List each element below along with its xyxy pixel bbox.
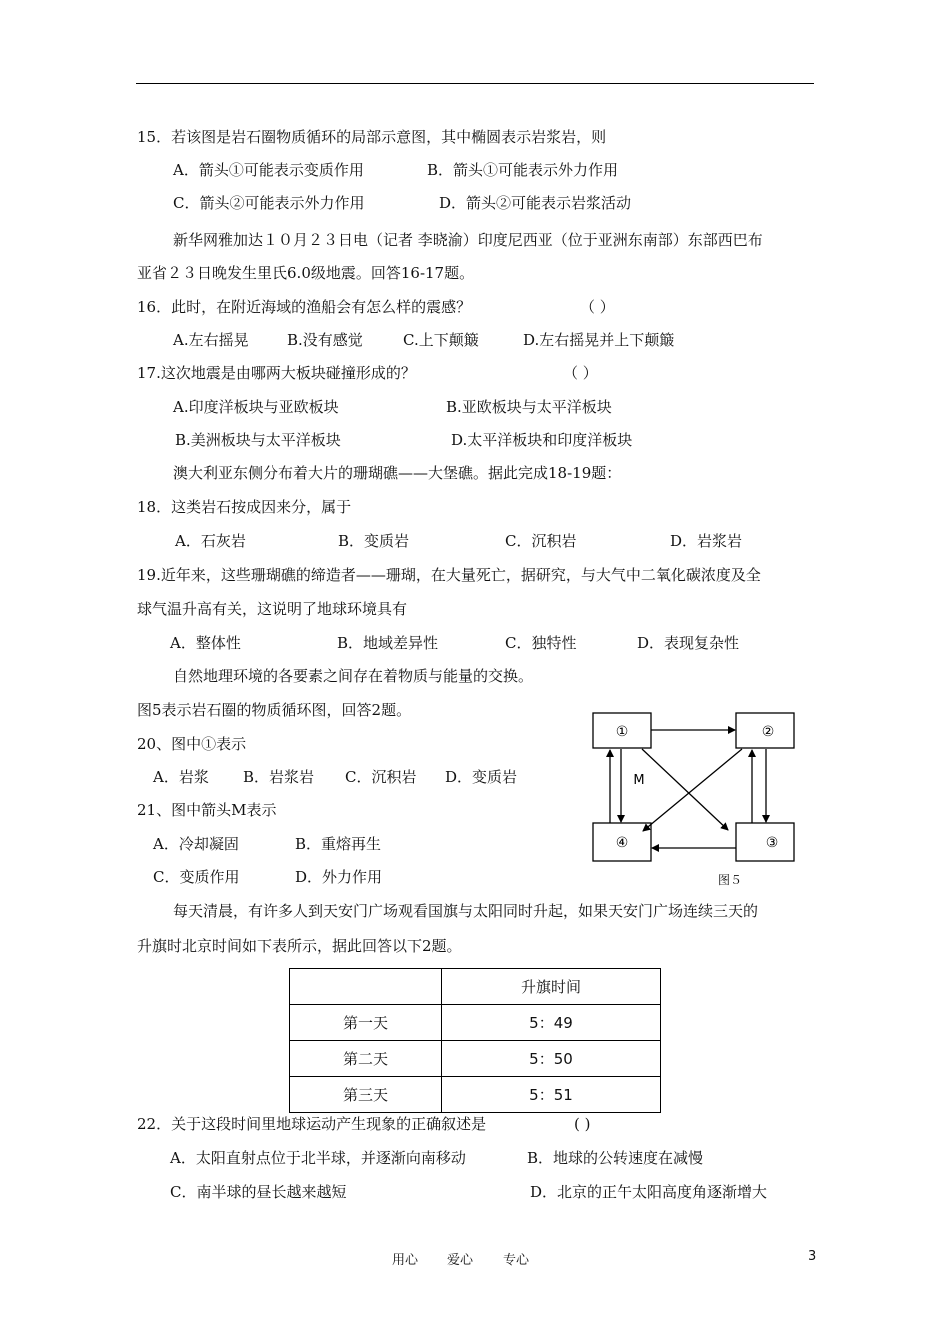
arrow-2-to-4: [643, 749, 742, 831]
q19-option-b: B．地域差异性: [337, 634, 439, 652]
q20-option-b: B．岩浆岩: [243, 768, 315, 786]
q19-stem-line-2: 球气温升高有关，这说明了地球环境具有: [137, 600, 408, 618]
flag-raising-table: [289, 968, 661, 1113]
table-cell-time: 5：49: [442, 1005, 661, 1041]
box-4-label: ④: [615, 835, 629, 851]
q20-option-c: C．沉积岩: [345, 768, 417, 786]
q16-option-b: B.没有感觉: [287, 331, 363, 349]
footer-motto-3: 专心: [503, 1253, 530, 1268]
q16-option-c: C.上下颠簸: [403, 331, 479, 349]
table-header-cell: 升旗时间: [442, 969, 661, 1005]
q17-answer-paren: （ ）: [563, 364, 598, 382]
q22-option-a: A．太阳直射点位于北半球，并逐渐向南移动: [170, 1149, 466, 1167]
arrow-m-label: M: [633, 773, 645, 788]
q21-option-c: C．变质作用: [153, 868, 240, 886]
q21-option-d: D．外力作用: [295, 868, 383, 886]
q16-option-d: D.左右摇晃并上下颠簸: [523, 331, 675, 349]
news-line-1: 新华网雅加达１０月２３日电（记者 李晓渝）印度尼西亚（位于亚洲东南部）东部西巴布: [173, 231, 763, 249]
q22-option-d: D．北京的正午太阳高度角逐渐增大: [530, 1183, 768, 1201]
arrow-1-to-3: [642, 749, 728, 830]
q18-option-a: A．石灰岩: [175, 532, 246, 550]
q20-stem: 20、图中①表示: [137, 735, 247, 753]
q18-option-d: D．岩浆岩: [670, 532, 743, 550]
env-intro: 自然地理环境的各要素之间存在着物质与能量的交换。: [173, 667, 534, 685]
box-3-label: ③: [765, 835, 779, 851]
box-1-label: ①: [615, 724, 629, 740]
fig5-intro: 图5表示岩石圈的物质循环图，回答2题。: [137, 701, 412, 719]
q20-option-d: D．变质岩: [445, 768, 518, 786]
footer-motto-1: 用心: [392, 1253, 419, 1268]
q16-stem: 16．此时，在附近海域的渔船会有怎么样的震感？: [137, 298, 472, 316]
footer-motto-2: 爱心: [447, 1253, 474, 1268]
table-cell-day: 第二天: [290, 1041, 442, 1077]
q17-option-b: B.亚欧板块与太平洋板块: [446, 398, 612, 416]
q17-option-d: D.太平洋板块和印度洋板块: [451, 431, 633, 449]
q19-stem-line-1: 19.近年来，这些珊瑚礁的缔造者——珊瑚，在大量死亡，据研究，与大气中二氧化碳浓度及全: [137, 566, 761, 584]
q15-stem: 15．若该图是岩石圈物质循环的局部示意图，其中椭圆表示岩浆岩，则: [137, 128, 607, 146]
q22-option-c: C．南半球的昼长越来越短: [170, 1183, 347, 1201]
news-line-2: 亚省２３日晚发生里氏6.0级地震。回答16-17题。: [137, 264, 475, 282]
q15-option-b: B．箭头①可能表示外力作用: [427, 161, 619, 179]
q20-option-a: A．岩浆: [153, 768, 209, 786]
q21-option-a: A．冷却凝固: [153, 835, 239, 853]
box-2-label: ②: [761, 724, 775, 740]
q21-stem: 21、图中箭头M表示: [137, 801, 277, 819]
table-header-row: [290, 969, 661, 1005]
rock-cycle-diagram: [590, 708, 800, 898]
q19-option-a: A．整体性: [170, 634, 241, 652]
table-row: [290, 1041, 661, 1077]
figure-caption: 图５: [718, 873, 743, 887]
q15-option-a: A．箭头①可能表示变质作用: [173, 161, 364, 179]
table-cell-day: 第三天: [290, 1077, 442, 1113]
q15-option-d: D．箭头②可能表示岩浆活动: [439, 194, 632, 212]
flag-intro-line-2: 升旗时北京时间如下表所示，据此回答以下2题。: [137, 937, 462, 955]
table-row: [290, 1077, 661, 1113]
q18-option-c: C．沉积岩: [505, 532, 577, 550]
q22-stem: 22．关于这段时间里地球运动产生现象的正确叙述是: [137, 1115, 487, 1133]
q17-stem: 17.这次地震是由哪两大板块碰撞形成的？: [137, 364, 416, 382]
table-header-empty: [290, 969, 442, 1005]
q18-stem: 18．这类岩石按成因来分，属于: [137, 498, 352, 516]
q15-option-c: C．箭头②可能表示外力作用: [173, 194, 365, 212]
q17-option-c: B.美洲板块与太平洋板块: [175, 431, 341, 449]
flag-intro-line-1: 每天清晨，有许多人到天安门广场观看国旗与太阳同时升起，如果天安门广场连续三天的: [173, 902, 759, 920]
table-cell-day: 第一天: [290, 1005, 442, 1041]
q18-option-b: B．变质岩: [338, 532, 410, 550]
q16-option-a: A.左右摇晃: [173, 331, 249, 349]
q21-option-b: B．重熔再生: [295, 835, 382, 853]
reef-intro: 澳大利亚东侧分布着大片的珊瑚礁——大堡礁。据此完成18-19题：: [173, 464, 622, 482]
q17-option-a: A.印度洋板块与亚欧板块: [173, 398, 339, 416]
page-number: 3: [808, 1249, 817, 1264]
table-cell-time: 5：50: [442, 1041, 661, 1077]
q19-option-c: C．独特性: [505, 634, 577, 652]
table-cell-time: 5：51: [442, 1077, 661, 1113]
q19-option-d: D．表现复杂性: [637, 634, 740, 652]
table-row: [290, 1005, 661, 1041]
header-rule: [136, 83, 814, 84]
q22-answer-paren: ( ): [574, 1115, 591, 1133]
q22-option-b: B．地球的公转速度在减慢: [527, 1149, 704, 1167]
q16-answer-paren: （ ）: [580, 298, 615, 316]
